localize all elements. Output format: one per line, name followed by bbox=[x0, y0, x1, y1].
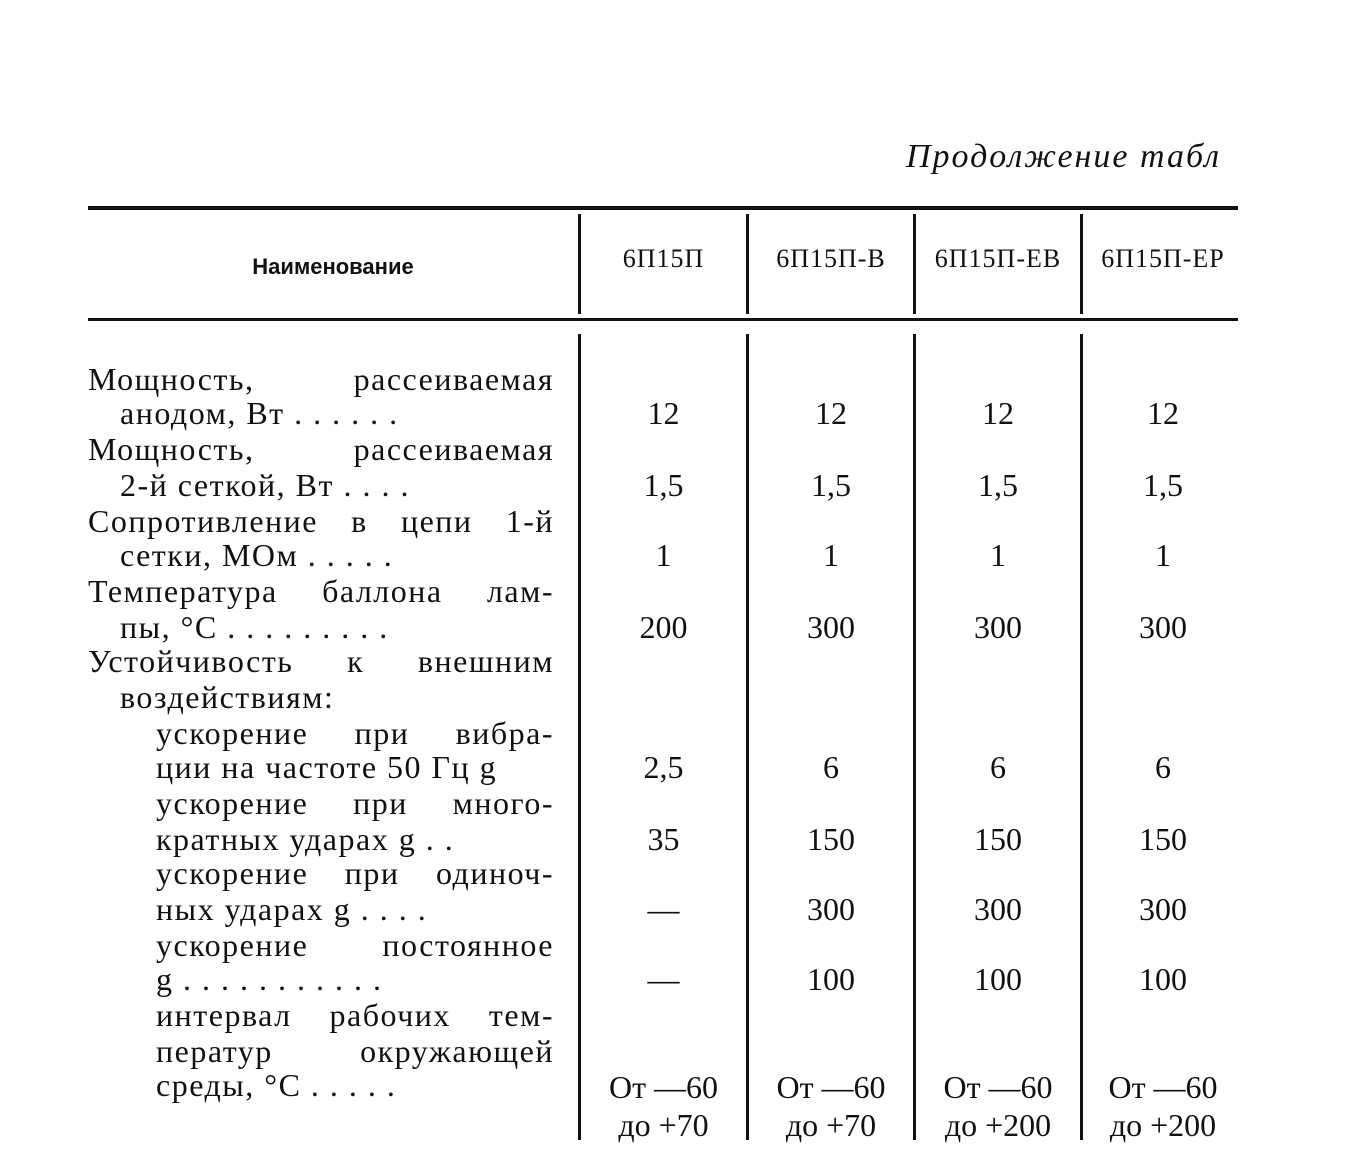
cell-value: 6 bbox=[823, 749, 839, 785]
row-name-line: Сопротивление в цепи 1-й bbox=[88, 503, 554, 539]
column-divider bbox=[746, 334, 749, 1140]
cell-value: От —60 до +70 bbox=[776, 1069, 886, 1143]
row-name-line: ции на частоте 50 Гц g bbox=[156, 749, 498, 785]
cell-value: 150 bbox=[974, 821, 1022, 857]
cell-value: 1 bbox=[1155, 537, 1171, 573]
cell-value: 150 bbox=[807, 821, 855, 857]
row-name-line: ускорение при одиноч- bbox=[156, 855, 554, 891]
cell-value: 300 bbox=[974, 609, 1022, 645]
row-name-line: ператур окружающей bbox=[156, 1033, 554, 1069]
column-divider bbox=[1080, 334, 1083, 1140]
cell-value: 100 bbox=[974, 961, 1022, 997]
cell-value: 1 bbox=[655, 537, 672, 573]
row-name-line: Устойчивость к внешним bbox=[88, 643, 554, 679]
cell-value: 300 bbox=[807, 609, 855, 645]
cell-value: От —60 до +200 bbox=[1108, 1069, 1218, 1143]
header-col-2: 6П15П-В bbox=[776, 244, 886, 273]
cell-value: 300 bbox=[1139, 891, 1187, 927]
cell-value: 2,5 bbox=[643, 749, 684, 785]
cell-value: 100 bbox=[807, 961, 855, 997]
header-col-1: 6П15П bbox=[622, 244, 705, 273]
row-name-line: g . . . . . . . . . . . bbox=[156, 961, 383, 997]
cell-value: 1 bbox=[823, 537, 839, 573]
cell-value: 300 bbox=[1139, 609, 1187, 645]
row-name-line: ускорение при много- bbox=[156, 785, 554, 821]
header-name: Наименование bbox=[252, 254, 414, 279]
cell-value: 1,5 bbox=[811, 467, 851, 503]
header-col-4: 6П15П-ЕР bbox=[1101, 244, 1225, 273]
cell-value: От —60 до +200 bbox=[943, 1069, 1053, 1143]
column-divider bbox=[913, 334, 916, 1140]
cell-value: 35 bbox=[647, 821, 680, 857]
header-bottom-rule bbox=[88, 318, 1238, 321]
table-top-rule bbox=[88, 206, 1238, 210]
cell-value: 1,5 bbox=[978, 467, 1018, 503]
cell-value: 100 bbox=[1139, 961, 1187, 997]
row-name-line: ускорение при вибра- bbox=[156, 715, 554, 751]
row-name-line: анодом, Вт . . . . . . bbox=[120, 395, 399, 431]
row-name-line: ных ударах g . . . . bbox=[156, 891, 428, 927]
row-name-line: ускорение постоянное bbox=[156, 927, 554, 963]
row-name-line: среды, °С . . . . . bbox=[156, 1067, 397, 1103]
table-caption: Продолжение табл bbox=[906, 138, 1222, 175]
cell-value: 6 bbox=[990, 749, 1006, 785]
cell-value: 300 bbox=[974, 891, 1022, 927]
cell-value: 12 bbox=[647, 395, 680, 431]
header-col-3: 6П15П-ЕВ bbox=[934, 244, 1062, 273]
cell-value: — bbox=[647, 891, 680, 927]
cell-value: От —60 до +70 bbox=[608, 1069, 719, 1143]
column-divider bbox=[578, 334, 581, 1140]
cell-value: 12 bbox=[1147, 395, 1179, 431]
row-name-line: интервал рабочих тем- bbox=[156, 997, 554, 1033]
row-name-line: Температура баллона лам- bbox=[88, 573, 554, 609]
cell-value: 6 bbox=[1155, 749, 1171, 785]
cell-value: 1,5 bbox=[643, 467, 684, 503]
row-name-line: сетки, МОм . . . . . bbox=[120, 537, 394, 573]
row-name-line: Мощность, рассеиваемая bbox=[88, 431, 554, 467]
cell-value: 1,5 bbox=[1143, 467, 1183, 503]
row-name-line: кратных ударах g . . bbox=[156, 821, 455, 857]
cell-value: 1 bbox=[990, 537, 1006, 573]
row-name-line: воздействиям: bbox=[120, 679, 335, 715]
row-name-line: 2-й сеткой, Вт . . . . bbox=[120, 467, 410, 503]
cell-value: 150 bbox=[1139, 821, 1187, 857]
cell-value: 12 bbox=[982, 395, 1014, 431]
cell-value: 200 bbox=[639, 609, 688, 645]
cell-value: 300 bbox=[807, 891, 855, 927]
cell-value: — bbox=[647, 961, 680, 997]
cell-value: 12 bbox=[815, 395, 847, 431]
row-name-line: пы, °С . . . . . . . . . bbox=[120, 609, 389, 645]
row-name-line: Мощность, рассеиваемая bbox=[88, 361, 554, 397]
